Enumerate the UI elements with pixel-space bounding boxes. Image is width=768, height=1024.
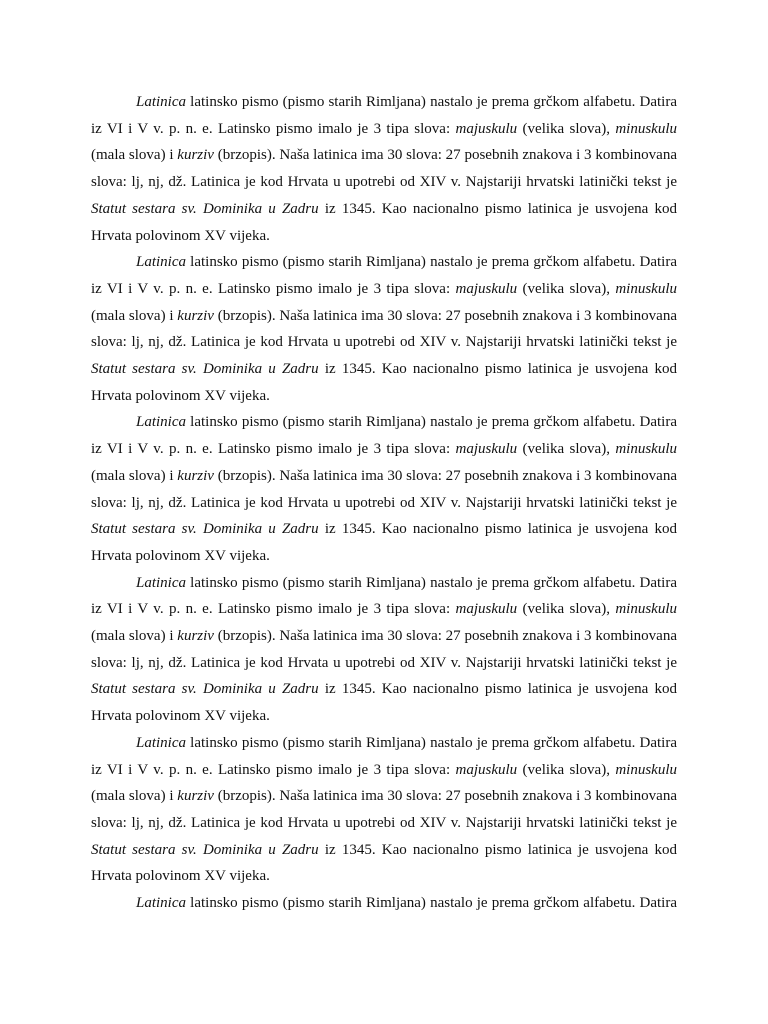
term-kurziv: kurziv bbox=[177, 467, 214, 484]
term-majuskula: majuskulu bbox=[455, 761, 518, 778]
term-majuskula: majuskulu bbox=[455, 601, 518, 618]
paragraph-6-partial bbox=[91, 890, 677, 917]
term-latinica: Latinica bbox=[136, 94, 187, 110]
term-latinica: Latinica bbox=[136, 895, 187, 912]
paragraph-text: (mala slova) i bbox=[91, 628, 178, 645]
paragraph-text: (brzopis). Naša latinica ima 30 slova: 27 posebnih znakova i 3 kombinovana slova: lj, nj, dž. Latinica je kod Hrvata u upotrebi od XIV v. Najstariji hrvatski latinički tekst je bbox=[91, 307, 677, 351]
paragraph-text: (velika slova), bbox=[517, 761, 616, 778]
paragraph-text: (brzopis). Naša latinica ima 30 slova: 27 posebnih znakova i 3 kombinovana slova: lj, nj, dž. Latinica je kod Hrvata u upotrebi od XIV v. Najstariji hrvatski latinički tekst je bbox=[91, 628, 677, 671]
paragraph-1 bbox=[91, 89, 677, 249]
paragraph-text: latinsko pismo (pismo starih Rimljana) nastalo je prema grčkom alfabetu. Datira iz VI i V v. p. n. e. Latinsko pismo imalo je 3 tipa slova: bbox=[91, 414, 677, 458]
paragraph-5 bbox=[91, 730, 677, 890]
paragraph-text: (mala slova) i bbox=[91, 307, 178, 324]
term-latinica: Latinica bbox=[136, 414, 187, 431]
paragraph-text: (velika slova), bbox=[517, 280, 616, 297]
document-body bbox=[91, 89, 677, 917]
paragraph-text: latinsko pismo (pismo starih Rimljana) nastalo je prema grčkom alfabetu. Datira iz VI i V v. p. n. e. Latinsko pismo imalo je 3 tipa slova: bbox=[91, 574, 677, 618]
paragraph-text: iz 1345. Kao nacionalno pismo latinica je usvojena kod Hrvata polovinom XV vijeka. bbox=[91, 200, 677, 244]
term-majuskula: majuskulu bbox=[455, 280, 518, 297]
paragraph-text: latinsko pismo (pismo starih Rimljana) nastalo je prema grčkom alfabetu. Datira bbox=[186, 895, 677, 912]
term-majuskula: majuskulu bbox=[455, 120, 518, 137]
term-minuskula: minuskulu bbox=[615, 120, 677, 137]
term-statut: Statut sestara sv. Dominika u Zadru bbox=[91, 361, 319, 378]
term-latinica: Latinica bbox=[136, 574, 187, 591]
term-latinica: Latinica bbox=[136, 734, 187, 751]
paragraph-text: (mala slova) i bbox=[91, 147, 178, 164]
term-statut: Statut sestara sv. Dominika u Zadru bbox=[91, 521, 319, 538]
paragraph-text: iz 1345. Kao nacionalno pismo latinica je usvojena kod Hrvata polovinom XV vijeka. bbox=[91, 841, 677, 885]
paragraph-text: latinsko pismo (pismo starih Rimljana) nastalo je prema grčkom alfabetu. Datira iz VI i V v. p. n. e. Latinsko pismo imalo je 3 tipa slova: bbox=[91, 254, 677, 297]
term-statut: Statut sestara sv. Dominika u Zadru bbox=[91, 841, 319, 858]
paragraph-4 bbox=[91, 570, 677, 730]
term-minuskula: minuskulu bbox=[615, 280, 677, 297]
term-kurziv: kurziv bbox=[177, 788, 214, 805]
paragraph-text: (velika slova), bbox=[517, 120, 616, 137]
paragraph-2 bbox=[91, 249, 677, 409]
paragraph-text: (velika slova), bbox=[517, 441, 616, 458]
paragraph-text: latinsko pismo (pismo starih Rimljana) nastalo je prema grčkom alfabetu. Datira iz VI i V v. p. n. e. Latinsko pismo imalo je 3 tipa slova: bbox=[91, 94, 677, 137]
paragraph-text: (mala slova) i bbox=[91, 467, 178, 484]
paragraph-text: latinsko pismo (pismo starih Rimljana) nastalo je prema grčkom alfabetu. Datira iz VI i V v. p. n. e. Latinsko pismo imalo je 3 tipa slova: bbox=[91, 734, 677, 778]
term-minuskula: minuskulu bbox=[615, 441, 677, 458]
term-kurziv: kurziv bbox=[177, 307, 214, 324]
paragraph-text: (velika slova), bbox=[517, 601, 616, 618]
paragraph-text: (brzopis). Naša latinica ima 30 slova: 27 posebnih znakova i 3 kombinovana slova: lj, nj, dž. Latinica je kod Hrvata u upotrebi od XIV v. Najstariji hrvatski latinički tekst je bbox=[91, 147, 677, 191]
paragraph-3 bbox=[91, 409, 677, 569]
paragraph-text: iz 1345. Kao nacionalno pismo latinica je usvojena kod Hrvata polovinom XV vijeka. bbox=[91, 681, 677, 725]
term-statut: Statut sestara sv. Dominika u Zadru bbox=[91, 681, 319, 698]
term-minuskula: minuskulu bbox=[615, 601, 677, 618]
paragraph-text: (mala slova) i bbox=[91, 788, 178, 805]
term-kurziv: kurziv bbox=[177, 628, 214, 645]
term-majuskula: majuskulu bbox=[455, 441, 518, 458]
term-statut: Statut sestara sv. Dominika u Zadru bbox=[91, 200, 319, 217]
term-minuskula: minuskulu bbox=[615, 761, 677, 778]
term-kurziv: kurziv bbox=[177, 147, 214, 164]
term-latinica: Latinica bbox=[136, 254, 187, 271]
paragraph-text: iz 1345. Kao nacionalno pismo latinica je usvojena kod Hrvata polovinom XV vijeka. bbox=[91, 521, 677, 564]
paragraph-text: iz 1345. Kao nacionalno pismo latinica je usvojena kod Hrvata polovinom XV vijeka. bbox=[91, 361, 677, 404]
paragraph-text: (brzopis). Naša latinica ima 30 slova: 27 posebnih znakova i 3 kombinovana slova: lj, nj, dž. Latinica je kod Hrvata u upotrebi od XIV v. Najstariji hrvatski latinički tekst je bbox=[91, 467, 677, 511]
paragraph-text: (brzopis). Naša latinica ima 30 slova: 27 posebnih znakova i 3 kombinovana slova: lj, nj, dž. Latinica je kod Hrvata u upotrebi od XIV v. Najstariji hrvatski latinički tekst je bbox=[91, 788, 677, 831]
